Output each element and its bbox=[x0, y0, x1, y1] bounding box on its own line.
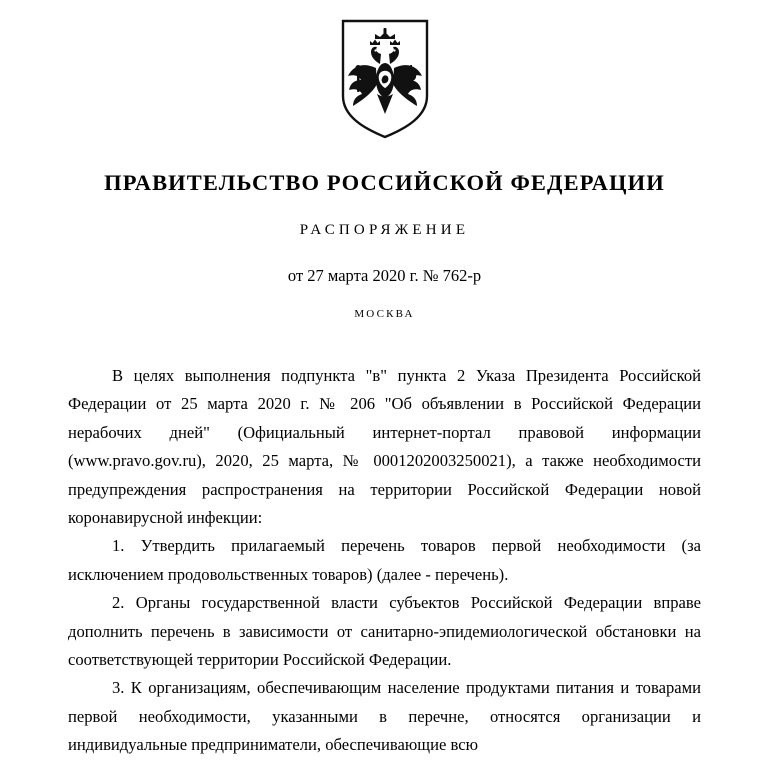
paragraph: В целях выполнения подпункта "в" пункта 2 Указа Президента Российской Федерации от 25 марта 2020 г. № 206 "Об объявлении в Российской Федерации нерабочих дней" (Официальный интернет-портал правовой информации (www.pravo.gov.ru), 2020, 25 марта, № 0001202003250021), а также необходимости предупреждения распространения на территории Российской Федерации новой коронавирусной инфекции: bbox=[68, 366, 701, 528]
document-date-number: от 27 марта 2020 г. № 762-р bbox=[287, 266, 482, 285]
document-body bbox=[68, 362, 701, 760]
paragraph: 3. К организациям, обеспечивающим население продуктами питания и товарами первой необходимости, указанными в перечне, относятся организации и индивидуальные предприниматели, обеспечивающие всю bbox=[68, 678, 701, 755]
page-title: ПРАВИТЕЛЬСТВО РОССИЙСКОЙ ФЕДЕРАЦИИ bbox=[104, 170, 665, 195]
russian-coat-of-arms-icon bbox=[337, 18, 433, 140]
document-type-subtitle: РАСПОРЯЖЕНИЕ bbox=[299, 222, 470, 238]
emblem-container bbox=[68, 0, 701, 140]
paragraph: 1. Утвердить прилагаемый перечень товаров первой необходимости (за исключением продовольственных товаров) (далее - перечень). bbox=[68, 536, 701, 584]
document-city: МОСКВА bbox=[354, 308, 415, 320]
paragraph: 2. Органы государственной власти субъектов Российской Федерации вправе дополнить перечень в зависимости от санитарно-эпидемиологической обстановки на соответствующей территории Российской Федерации. bbox=[68, 593, 701, 670]
